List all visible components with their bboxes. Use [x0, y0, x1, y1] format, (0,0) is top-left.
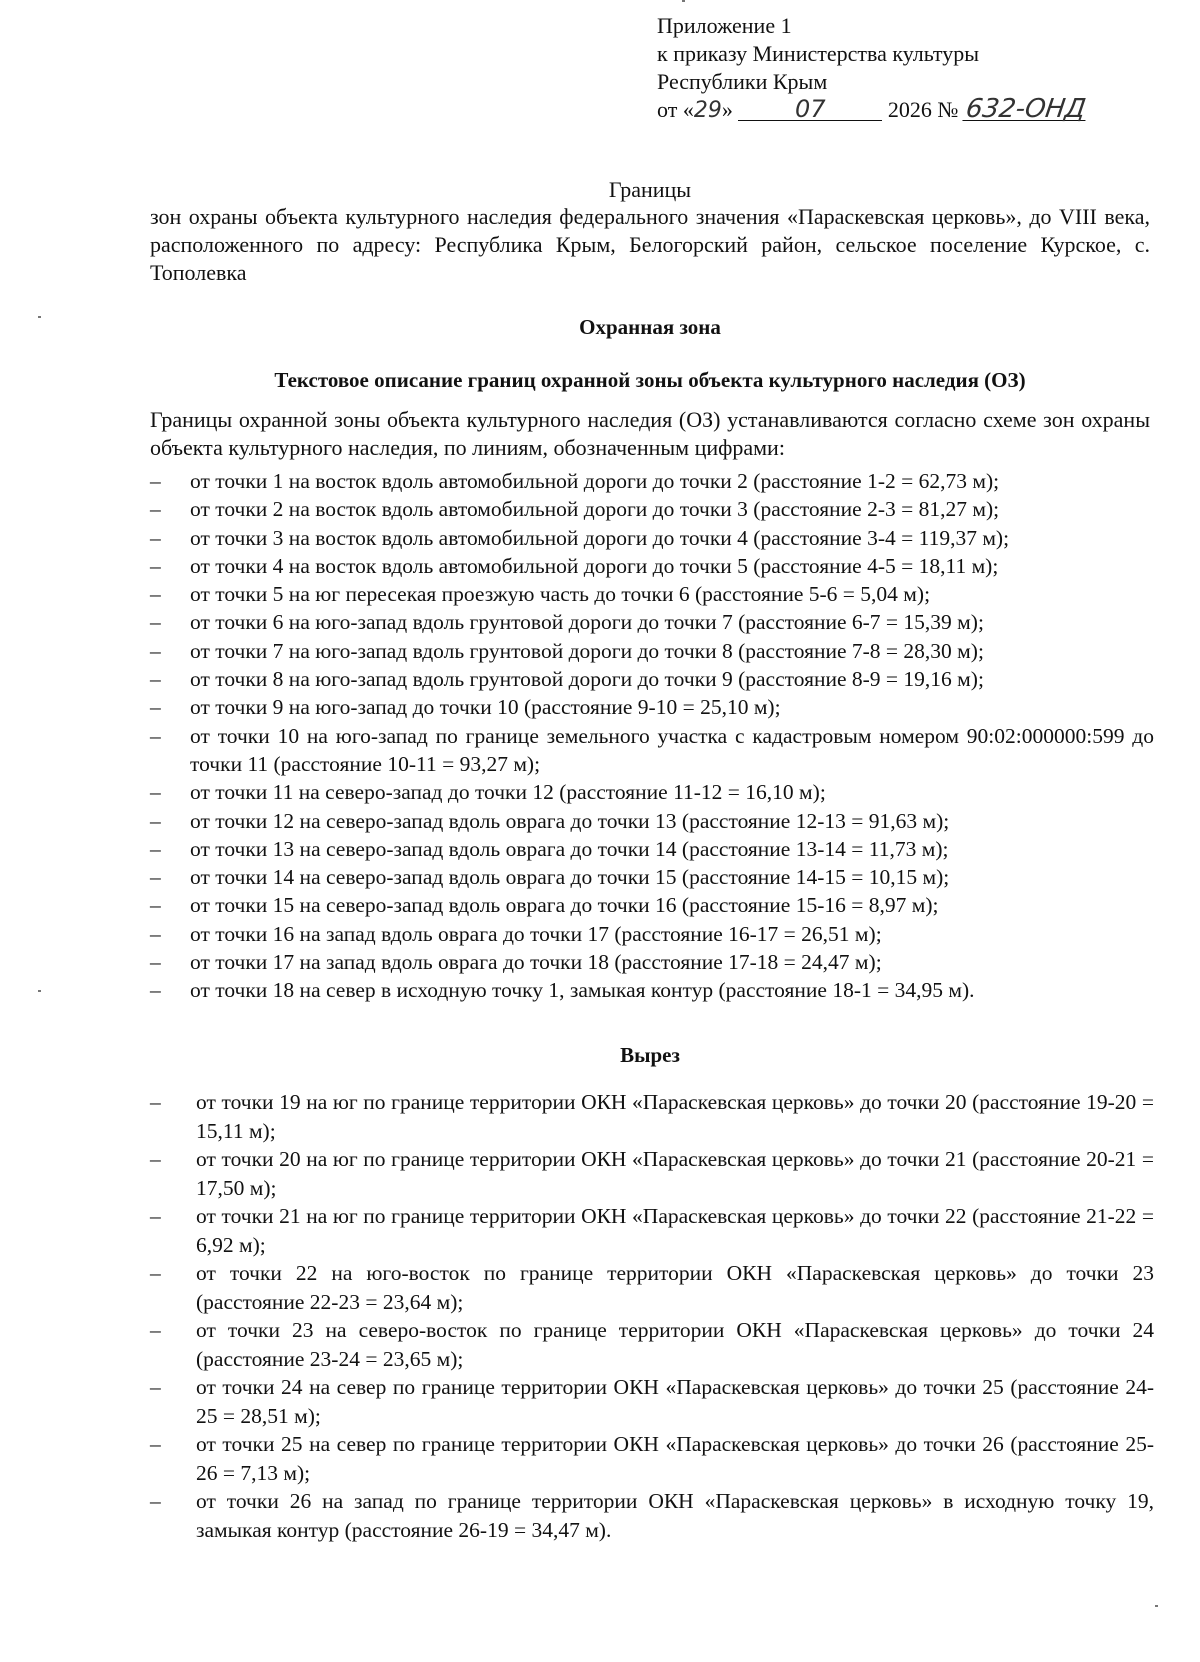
- list-item: [150, 524, 1154, 552]
- list-dash: –: [150, 780, 161, 805]
- list-item-text: от точки 22 на юго-восток по границе территории ОКН «Параскевская церковь» до точки 23 (расстояние 22-23 = 23,64 м);: [196, 1261, 1154, 1314]
- list-dash: –: [150, 1489, 161, 1513]
- list-item: [150, 665, 1154, 693]
- list-dash: –: [150, 695, 161, 720]
- list-item: [150, 1145, 1154, 1202]
- list-item: [150, 1316, 1154, 1373]
- scan-speck: [1155, 1605, 1158, 1607]
- list-dash: –: [150, 1090, 161, 1114]
- section-subheading-description: Текстовое описание границ охранной зоны объекта культурного наследия (ОЗ): [274, 368, 1026, 392]
- list-item: [150, 863, 1154, 891]
- list-item-text: от точки 9 на юго-запад до точки 10 (расстояние 9-10 = 25,10 м);: [190, 695, 781, 720]
- list-item: [150, 1487, 1154, 1544]
- list-item: [150, 693, 1154, 721]
- scan-speck: [682, 0, 685, 2]
- date-prefix: от «: [657, 97, 694, 122]
- list-item: [150, 1373, 1154, 1430]
- list-dash: –: [150, 1261, 161, 1285]
- list-item-text: от точки 16 на запад вдоль оврага до точки 17 (расстояние 16-17 = 26,51 м);: [190, 921, 882, 946]
- list-item-text: от точки 8 на юго-запад вдоль грунтовой дороги до точки 9 (расстояние 8-9 = 19,16 м);: [190, 667, 984, 692]
- list-dash: –: [150, 808, 161, 833]
- zone-boundary-list: [150, 467, 1154, 1005]
- list-dash: –: [150, 667, 161, 692]
- list-dash: –: [150, 836, 161, 861]
- list-dash: –: [150, 553, 161, 578]
- list-dash: –: [150, 582, 161, 607]
- list-item: [150, 467, 1154, 495]
- list-item-text: от точки 17 на запад вдоль оврага до точки 18 (расстояние 17-18 = 24,47 м);: [190, 950, 882, 975]
- scan-speck: [38, 316, 41, 318]
- list-dash: –: [150, 921, 161, 946]
- list-item: [150, 1088, 1154, 1145]
- date-year: 2026 №: [887, 97, 959, 122]
- list-dash: –: [150, 723, 161, 748]
- list-item-text: от точки 15 на северо-запад вдоль оврага до точки 16 (расстояние 15-16 = 8,97 м);: [190, 893, 939, 918]
- document-title: Границы: [608, 177, 692, 202]
- list-dash: –: [150, 950, 161, 975]
- list-item: [150, 778, 1154, 806]
- order-date-line: [657, 96, 1087, 125]
- list-item-text: от точки 23 на северо-восток по границе территории ОКН «Параскевская церковь» до точки 24 (расстояние 23-24 = 23,65 м);: [196, 1318, 1154, 1371]
- list-dash: –: [150, 1318, 161, 1342]
- list-item-text: от точки 10 на юго-запад по границе земельного участка с кадастровым номером 90:02:000000:599 до точки 11 (расстояние 10-11 = 93,27 м);: [190, 723, 1154, 776]
- list-dash: –: [150, 1375, 161, 1399]
- list-dash: –: [150, 469, 161, 493]
- list-item-text: от точки 14 на северо-запад вдоль оврага до точки 15 (расстояние 14-15 = 10,15 м);: [190, 865, 950, 890]
- appendix-header: [657, 12, 1087, 125]
- list-item-text: от точки 25 на север по границе территории ОКН «Параскевская церковь» до точки 26 (расстояние 25-26 = 7,13 м);: [196, 1432, 1154, 1485]
- list-item-text: от точки 18 на север в исходную точку 1, замыкая контур (расстояние 18-1 = 34,95 м).: [190, 978, 975, 1003]
- order-number-handwritten: 632-ОНД: [963, 94, 1088, 124]
- section-heading-cutout: Вырез: [620, 1043, 680, 1067]
- list-dash: –: [150, 1147, 161, 1171]
- list-dash: –: [150, 978, 161, 1003]
- list-dash: –: [150, 1204, 161, 1228]
- list-dash: –: [150, 497, 161, 522]
- list-item: [150, 807, 1154, 835]
- document-subtitle: зон охраны объекта культурного наследия федерального значения «Параскевская церковь», до VIII века, расположенного по адресу: Республика Крым, Белогорский район, сельское поселение Курское, с. Тополевка: [150, 204, 1150, 285]
- list-item-text: от точки 6 на юго-запад вдоль грунтовой дороги до точки 7 (расстояние 6-7 = 15,39 м);: [190, 610, 984, 635]
- cutout-boundary-list: [150, 1088, 1154, 1544]
- list-item-text: от точки 12 на северо-запад вдоль оврага до точки 13 (расстояние 12-13 = 91,63 м);: [190, 808, 950, 833]
- list-item: [150, 495, 1154, 523]
- date-mid: »: [721, 97, 733, 122]
- list-item: [150, 1430, 1154, 1487]
- ministry-region: Республики Крым: [657, 69, 828, 94]
- list-item-text: от точки 13 на северо-запад вдоль оврага до точки 14 (расстояние 13-14 = 11,73 м);: [190, 836, 949, 861]
- list-item: [150, 891, 1154, 919]
- list-item: [150, 580, 1154, 608]
- list-item: [150, 637, 1154, 665]
- list-item-text: от точки 1 на восток вдоль автомобильной дороги до точки 2 (расстояние 1-2 = 62,73 м);: [190, 469, 1000, 493]
- list-item: [150, 976, 1154, 1004]
- list-item-text: от точки 4 на восток вдоль автомобильной дороги до точки 5 (расстояние 4-5 = 18,11 м);: [190, 553, 999, 578]
- list-item-text: от точки 21 на юг по границе территории ОКН «Параскевская церковь» до точки 22 (расстояние 21-22 = 6,92 м);: [196, 1204, 1154, 1257]
- date-day-handwritten: 29: [693, 98, 722, 123]
- list-item: [150, 920, 1154, 948]
- date-month-handwritten: 07: [738, 98, 882, 121]
- list-item: [150, 552, 1154, 580]
- list-item: [150, 1259, 1154, 1316]
- list-dash: –: [150, 525, 161, 550]
- list-dash: –: [150, 1432, 161, 1456]
- list-item: [150, 608, 1154, 636]
- list-item-text: от точки 2 на восток вдоль автомобильной дороги до точки 3 (расстояние 2-3 = 81,27 м);: [190, 497, 1000, 522]
- list-dash: –: [150, 610, 161, 635]
- list-item-text: от точки 20 на юг по границе территории ОКН «Параскевская церковь» до точки 21 (расстояние 20-21 = 17,50 м);: [196, 1147, 1154, 1200]
- list-item-text: от точки 11 на северо-запад до точки 12 (расстояние 11-12 = 16,10 м);: [190, 780, 826, 805]
- list-dash: –: [150, 865, 161, 890]
- list-item-text: от точки 7 на юго-запад вдоль грунтовой дороги до точки 8 (расстояние 7-8 = 28,30 м);: [190, 638, 984, 663]
- list-item-text: от точки 19 на юг по границе территории ОКН «Параскевская церковь» до точки 20 (расстояние 19-20 = 15,11 м);: [196, 1090, 1154, 1143]
- list-item-text: от точки 26 на запад по границе территории ОКН «Параскевская церковь» в исходную точку 19, замыкая контур (расстояние 26-19 = 34,47 м).: [196, 1489, 1154, 1542]
- list-item-text: от точки 3 на восток вдоль автомобильной дороги до точки 4 (расстояние 3-4 = 119,37 м);: [190, 525, 1010, 550]
- scan-speck: [38, 990, 41, 992]
- list-item: [150, 722, 1154, 779]
- list-item: [150, 1202, 1154, 1259]
- list-item: [150, 948, 1154, 976]
- order-ref-line: к приказу Министерства культуры: [657, 41, 980, 66]
- list-item: [150, 835, 1154, 863]
- section-heading-security-zone: Охранная зона: [579, 315, 721, 339]
- list-item-text: от точки 5 на юг пересекая проезжую часть до точки 6 (расстояние 5-6 = 5,04 м);: [190, 582, 931, 607]
- list-dash: –: [150, 893, 161, 918]
- list-dash: –: [150, 638, 161, 663]
- section-intro-paragraph: Границы охранной зоны объекта культурного наследия (ОЗ) устанавливаются согласно схеме зон охраны объекта культурного наследия, по линиям, обозначенным цифрами:: [150, 407, 1150, 460]
- list-item-text: от точки 24 на север по границе территории ОКН «Параскевская церковь» до точки 25 (расстояние 24-25 = 28,51 м);: [196, 1375, 1154, 1428]
- appendix-label: Приложение 1: [657, 13, 792, 38]
